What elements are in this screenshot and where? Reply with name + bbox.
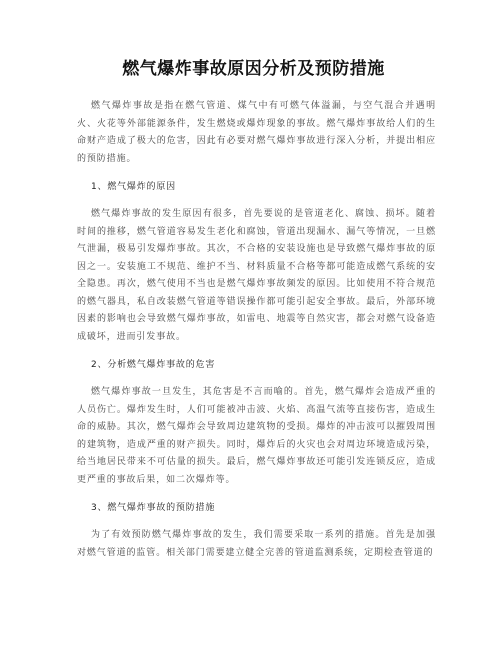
- section-3-paragraph: 为了有效预防燃气爆炸事故的发生，我们需要采取一系列的措施。首先是加强对燃气管道的监管。相关部门需要建立健全完善的管道监测系统，定期检查管道的: [77, 530, 436, 558]
- section-1-paragraph: 燃气爆炸事故的发生原因有很多，首先要说的是管道老化、腐蚀、损坏。随着时间的推移，燃气管道容易发生老化和腐蚀，管道出现漏水、漏气等情况，一旦燃气泄漏，极易引发爆炸事故。其次，不合格的安装设施也是导致燃气爆炸事故的原因之一。安装施工不规范、维护不当、材料质量不合格等都可能造成燃气系统的安全隐患。再次，燃气使用不当也是燃气爆炸事故频发的原因。比如使用不符合规范的燃气器具，私自改装燃气管道等错误操作都可能引起安全事故。最后，外部环境因素的影响也会导致燃气爆炸事故，如雷电、地震等自然灾害，都会对燃气设备造成破坏，进而引发事故。: [77, 209, 436, 342]
- section-1-heading: 1、燃气爆炸的原因: [91, 182, 176, 192]
- section-2-heading: 2、分析燃气爆炸事故的危害: [91, 360, 216, 370]
- intro-paragraph: 燃气爆炸事故是指在燃气管道、煤气中有可燃气体溢漏，与空气混合并遇明火、火花等外部能源条件，发生燃烧或爆炸现象的事故。燃气爆炸事故给人们的生命财产造成了极大的危害，因此有必要对燃气爆炸事故进行深入分析，并提出相应的预防措施。: [77, 101, 436, 164]
- section-2-paragraph: 燃气爆炸事故一旦发生，其危害是不言而喻的。首先，燃气爆炸会造成严重的人员伤亡。爆炸发生时，人们可能被冲击波、火焰、高温气流等直接伤害，造成生命的威胁。其次，燃气爆炸会导致周边建筑物的受损。爆炸的冲击波可以摧毁周围的建筑物，造成严重的财产损失。同时，爆炸后的火灾也会对周边环境造成污染，给当地居民带来不可估量的损失。最后，燃气爆炸事故还可能引发连锁反应，造成更严重的事故后果，如二次爆炸等。: [77, 387, 436, 485]
- document-title: 燃气爆炸事故原因分析及预防措施: [122, 59, 385, 79]
- section-3-heading: 3、燃气爆炸事故的预防措施: [91, 503, 216, 513]
